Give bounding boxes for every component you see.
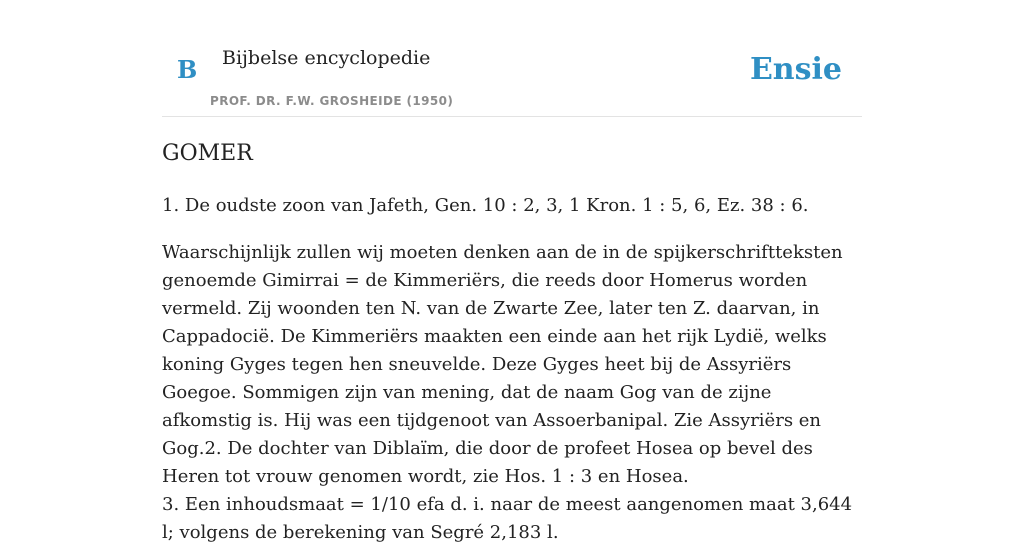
ensie-logo-link[interactable]: Ensie bbox=[749, 52, 842, 87]
entry-paragraph: 1. De oudste zoon van Jafeth, Gen. 10 : 2, 3, 1 Kron. 1 : 5, 6, Ez. 38 : 6. bbox=[162, 195, 809, 216]
book-header bbox=[162, 0, 862, 117]
entry-paragraph: 3. Een inhoudsmaat = 1/10 efa d. i. naar de meest aangenomen maat 3,644 l; volgens de berekening van Segré 2,183 l. bbox=[162, 494, 853, 543]
book-author: PROF. DR. F.W. GROSHEIDE (1950) bbox=[210, 94, 454, 108]
entry-title: GOMER bbox=[162, 141, 253, 166]
book-logo-icon[interactable]: B bbox=[177, 55, 198, 84]
article-content bbox=[162, 138, 862, 547]
entry-paragraph: Waarschijnlijk zullen wij moeten denken aan de in de spijkerschriftteksten genoemde Gimirrai = de Kimmeriërs, die reeds door Homerus worden vermeld. Zij woonden ten N. van de Zwarte Zee, later ten Z. daarvan, in Cappadocië. De Kimmeriërs maakten een einde aan het rijk Lydië, welks koning Gyges tegen hen sneuvelde. Deze Gyges heet bij de Assyriërs Goegoe. Sommigen zijn van mening, dat de naam Gog van de zijne afkomstig is. Hij was een tijdgenoot van Assoerbanipal. Zie Assyriërs en Gog.2. De dochter van Diblaïm, die door de profeet Hosea op bevel des Heren tot vrouw genomen wordt, zie Hos. 1 : 3 en Hosea. bbox=[162, 242, 843, 487]
book-title-link[interactable]: Bijbelse encyclopedie bbox=[222, 47, 431, 69]
